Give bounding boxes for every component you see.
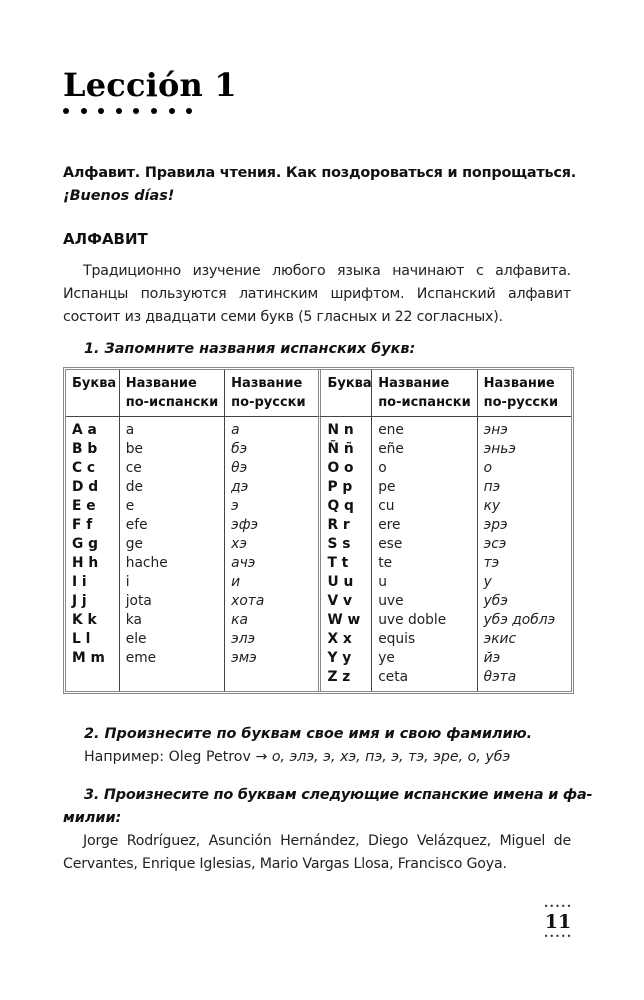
russian-name-cell: о bbox=[483, 460, 493, 477]
russian-name-cell: дэ bbox=[231, 479, 249, 496]
letter-cell: J j bbox=[72, 593, 87, 610]
spanish-name-cell: ere bbox=[378, 517, 401, 534]
russian-name-cell: эньэ bbox=[483, 441, 516, 458]
header-text: Название bbox=[231, 376, 303, 392]
divider-dot bbox=[116, 108, 122, 114]
letter-cell: C c bbox=[72, 460, 96, 477]
spanish-name-cell: ye bbox=[378, 650, 395, 667]
russian-name-cell: йэ bbox=[483, 650, 501, 667]
russian-name-cell: у bbox=[483, 574, 492, 591]
spanish-name-cell: eñe bbox=[378, 441, 404, 458]
russian-name-cell: пэ bbox=[483, 479, 501, 496]
lesson-title: Lección 1 bbox=[63, 66, 237, 104]
letters-left-column bbox=[66, 417, 119, 691]
letter-cell: G g bbox=[72, 536, 99, 553]
letter-cell: Q q bbox=[327, 498, 354, 515]
letter-cell: T t bbox=[327, 555, 349, 572]
spanish-name-cell: e bbox=[125, 498, 135, 515]
page-content bbox=[63, 66, 593, 876]
russian-name-cell: эмэ bbox=[231, 650, 257, 667]
letter-cell: A a bbox=[72, 422, 97, 439]
letter-cell: Z z bbox=[327, 669, 351, 686]
divider-dot bbox=[98, 108, 104, 114]
spanish-name-cell: i bbox=[125, 574, 130, 591]
header-russian-name-left bbox=[224, 370, 318, 417]
spanish-name-cell: pe bbox=[378, 479, 396, 496]
spanish-name-cell: equis bbox=[378, 631, 416, 648]
spanish-name-cell: jota bbox=[125, 593, 152, 610]
letter-cell: E e bbox=[72, 498, 96, 515]
exercise-2-example bbox=[63, 746, 571, 768]
arrow-icon: → bbox=[255, 749, 268, 766]
exercise-1-title: 1. Запомните названия испанских букв: bbox=[84, 341, 416, 358]
russian-name-cell: эрэ bbox=[483, 517, 508, 534]
exercise-3-title-continued: милии: bbox=[63, 810, 122, 827]
letter-cell: P p bbox=[327, 479, 353, 496]
page-number-block bbox=[543, 903, 573, 941]
letter-cell: H h bbox=[72, 555, 99, 572]
spanish-name-cell: ene bbox=[378, 422, 404, 439]
exercise-2-title: 2. Произнесите по буквам свое имя и свою фамилию. bbox=[84, 726, 533, 743]
header-text: по-испански bbox=[378, 395, 471, 411]
russian-name-cell: э bbox=[231, 498, 239, 515]
russian-name-cell: бэ bbox=[231, 441, 248, 458]
header-text: по-русски bbox=[483, 395, 559, 411]
divider-dot bbox=[133, 108, 139, 114]
spanish-name-cell: ceta bbox=[378, 669, 409, 686]
header-spanish-name-right bbox=[371, 370, 476, 417]
divider-dot bbox=[186, 108, 192, 114]
russian-name-cell: элэ bbox=[231, 631, 256, 648]
letter-cell: R r bbox=[327, 517, 350, 534]
table-body-row bbox=[66, 417, 571, 691]
lesson-subtitle-greeting: ¡Buenos días! bbox=[63, 188, 175, 204]
russian-name-cell: эсэ bbox=[483, 536, 507, 553]
header-text: по-русски bbox=[231, 395, 306, 411]
russian-name-cell: ка bbox=[231, 612, 248, 629]
russian-name-cell: хота bbox=[231, 593, 265, 610]
letter-cell: Y y bbox=[327, 650, 352, 667]
exercise-3-names-text: Jorge Rodríguez, Asunción Hernández, Diego Velázquez, Miguel de Cervantes, Enrique Iglesias, Mario Vargas Llosa, Francisco Goya. bbox=[63, 833, 571, 873]
lesson-subtitle: Алфавит. Правила чтения. Как поздороваться и попрощаться. bbox=[63, 165, 577, 181]
exercise-3-names bbox=[63, 830, 571, 876]
russian-name-cell: энэ bbox=[483, 422, 508, 439]
letter-cell: N n bbox=[327, 422, 354, 439]
example-spelling: о, элэ, э, хэ, пэ, э, тэ, эре, о, убэ bbox=[271, 749, 511, 766]
header-letter-left: Буква bbox=[66, 370, 119, 417]
header-russian-name-right bbox=[477, 370, 571, 417]
spanish-name-cell: ele bbox=[125, 631, 147, 648]
spanish-name-cell: efe bbox=[125, 517, 148, 534]
letter-cell: L l bbox=[72, 631, 91, 648]
letter-cell: D d bbox=[72, 479, 99, 496]
spanish-name-cell: ge bbox=[125, 536, 143, 553]
page-number-dots-top: ••••• bbox=[543, 902, 573, 911]
letter-cell: U u bbox=[327, 574, 354, 591]
header-text: Название bbox=[125, 376, 197, 392]
russian-name-cell: а bbox=[231, 422, 240, 439]
page-number-dots-bottom: ••••• bbox=[543, 932, 573, 941]
divider-dot bbox=[169, 108, 175, 114]
intro-paragraph bbox=[63, 260, 571, 328]
russian-name-cell: экис bbox=[483, 631, 517, 648]
page-number: 11 bbox=[544, 911, 572, 933]
russian-names-right-column bbox=[477, 417, 571, 691]
spanish-name-cell: u bbox=[378, 574, 387, 591]
spanish-name-cell: hache bbox=[125, 555, 168, 572]
header-text: Название bbox=[483, 376, 555, 392]
letter-cell: X x bbox=[327, 631, 352, 648]
letters-right-column bbox=[318, 417, 371, 691]
example-label: Например: Oleg Petrov bbox=[84, 749, 251, 766]
russian-name-cell: θэ bbox=[231, 460, 248, 477]
divider-dot bbox=[81, 108, 87, 114]
spanish-name-cell: cu bbox=[378, 498, 395, 515]
spanish-name-cell: be bbox=[125, 441, 143, 458]
spanish-name-cell: de bbox=[125, 479, 143, 496]
letter-cell: M m bbox=[72, 650, 105, 667]
russian-name-cell: тэ bbox=[483, 555, 500, 572]
header-text: Название bbox=[378, 376, 450, 392]
section-heading: АЛФАВИТ bbox=[63, 230, 148, 248]
spanish-name-cell: uve doble bbox=[378, 612, 447, 629]
russian-name-cell: ачэ bbox=[231, 555, 256, 572]
divider-dot bbox=[63, 108, 69, 114]
spanish-name-cell: o bbox=[378, 460, 387, 477]
spanish-name-cell: uve bbox=[378, 593, 404, 610]
russian-name-cell: убэ доблэ bbox=[483, 612, 556, 629]
intro-paragraph-text: Традиционно изучение любого языка начинают с алфавита. Испанцы пользуются латинским шрифтом. Испанский алфавит состоит из двадцати семи букв (5 гласных и 22 согласных). bbox=[63, 263, 571, 325]
letter-cell: B b bbox=[72, 441, 98, 458]
russian-name-cell: хэ bbox=[231, 536, 247, 553]
header-spanish-name-left bbox=[119, 370, 224, 417]
letter-cell: S s bbox=[327, 536, 351, 553]
spanish-name-cell: ce bbox=[125, 460, 142, 477]
russian-names-left-column bbox=[224, 417, 318, 691]
spanish-name-cell: te bbox=[378, 555, 393, 572]
spanish-name-cell: a bbox=[125, 422, 135, 439]
russian-name-cell: и bbox=[231, 574, 241, 591]
spanish-name-cell: ka bbox=[125, 612, 142, 629]
russian-name-cell: убэ bbox=[483, 593, 508, 610]
spanish-name-cell: ese bbox=[378, 536, 403, 553]
header-text: по-испански bbox=[125, 395, 219, 411]
spanish-names-left-column bbox=[119, 417, 224, 691]
letter-cell: K k bbox=[72, 612, 97, 629]
letter-cell: F f bbox=[72, 517, 93, 534]
spanish-name-cell: eme bbox=[125, 650, 157, 667]
title-dots-divider bbox=[63, 108, 571, 114]
russian-name-cell: θэта bbox=[483, 669, 517, 686]
table-header-row bbox=[66, 370, 571, 417]
letter-cell: I i bbox=[72, 574, 87, 591]
russian-name-cell: ку bbox=[483, 498, 501, 515]
letter-cell: O o bbox=[327, 460, 354, 477]
letter-cell: W w bbox=[327, 612, 361, 629]
letter-cell: V v bbox=[327, 593, 352, 610]
russian-name-cell: эфэ bbox=[231, 517, 259, 534]
header-letter-right: Буква bbox=[318, 370, 371, 417]
letter-cell: Ñ ñ bbox=[327, 441, 354, 458]
spanish-names-right-column bbox=[371, 417, 476, 691]
exercise-3-title: 3. Произнесите по буквам следующие испанские имена и фа- bbox=[84, 787, 593, 804]
divider-dot bbox=[151, 108, 157, 114]
alphabet-table bbox=[63, 367, 574, 694]
